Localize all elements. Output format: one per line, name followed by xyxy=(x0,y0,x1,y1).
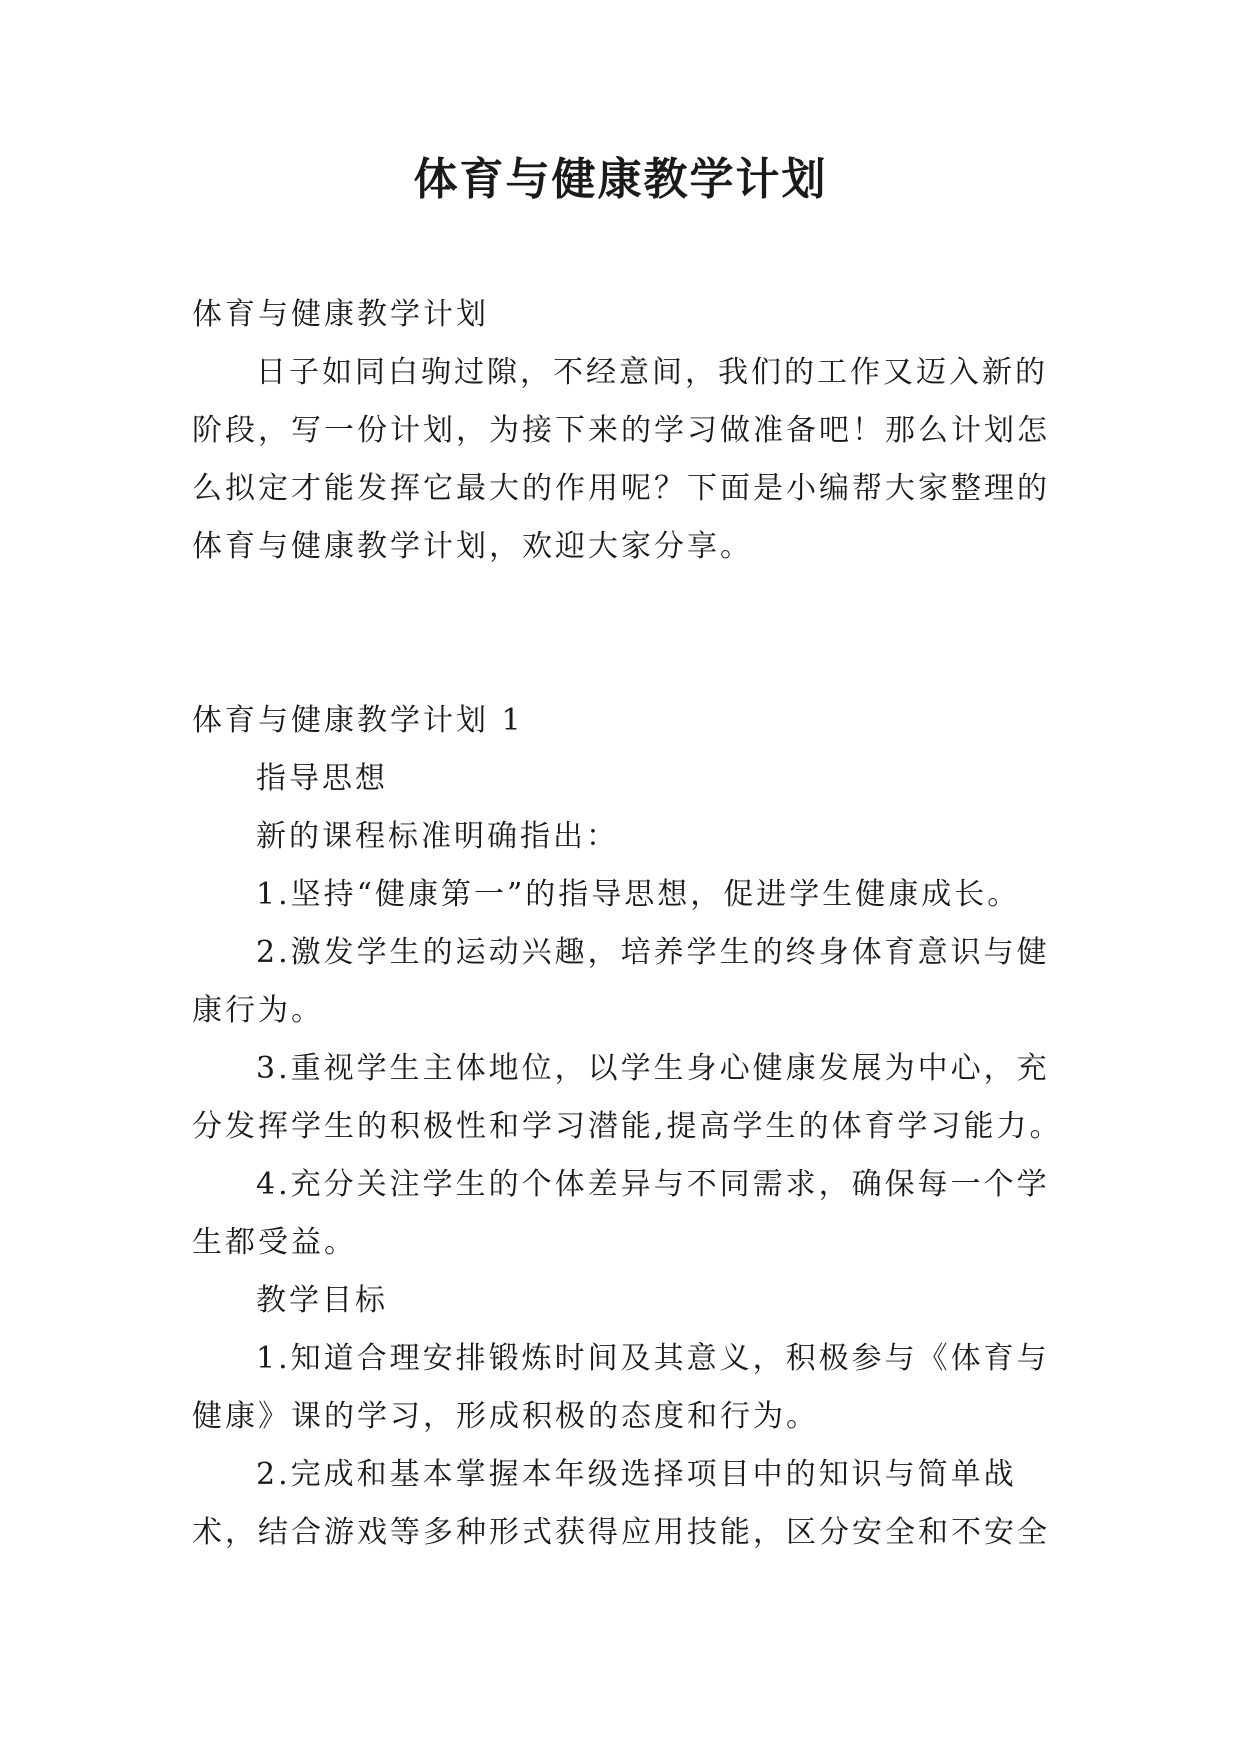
section-gap xyxy=(192,576,1072,692)
section-heading: 体育与健康教学计划 1 xyxy=(192,703,524,738)
document-title: 体育与健康教学计划 xyxy=(413,154,828,205)
document-body xyxy=(192,286,1072,1562)
list-item-goal-2: 2.完成和基本掌握本年级选择项目中的知识与简单战术，结合游戏等多种形式获得应用技能，区分安全和不安全 xyxy=(192,1457,1050,1550)
list-item-goal-1: 1.知道合理安排锻炼时间及其意义，积极参与《体育与健康》课的学习，形成积极的态度和行为。 xyxy=(192,1341,1050,1434)
list-item-guideline-4: 4.充分关注学生的个体差异与不同需求，确保每一个学生都受益。 xyxy=(192,1167,1050,1260)
list-item-guideline-3: 3.重视学生主体地位，以学生身心健康发展为中心，充分发挥学生的积极性和学习潜能,提高学生的体育学习能力。 xyxy=(192,1051,1063,1144)
list-item-guideline-1: 1.坚持“健康第一”的指导思想，促进学生健康成长。 xyxy=(256,877,1021,912)
list-item-guideline-2: 2.激发学生的运动兴趣，培养学生的终身体育意识与健康行为。 xyxy=(192,935,1050,1028)
subheading-guiding-ideas: 指导思想 xyxy=(256,761,388,796)
subheading-teaching-goals: 教学目标 xyxy=(256,1283,388,1318)
intro-heading: 体育与健康教学计划 xyxy=(192,297,489,332)
paragraph-curriculum-intro: 新的课程标准明确指出： xyxy=(256,819,619,854)
intro-paragraph: 日子如同白驹过隙，不经意间，我们的工作又迈入新的阶段，写一份计划，为接下来的学习做准备吧！那么计划怎么拟定才能发挥它最大的作用呢？下面是小编帮大家整理的体育与健康教学计划，欢迎大家分享。 xyxy=(192,355,1050,564)
